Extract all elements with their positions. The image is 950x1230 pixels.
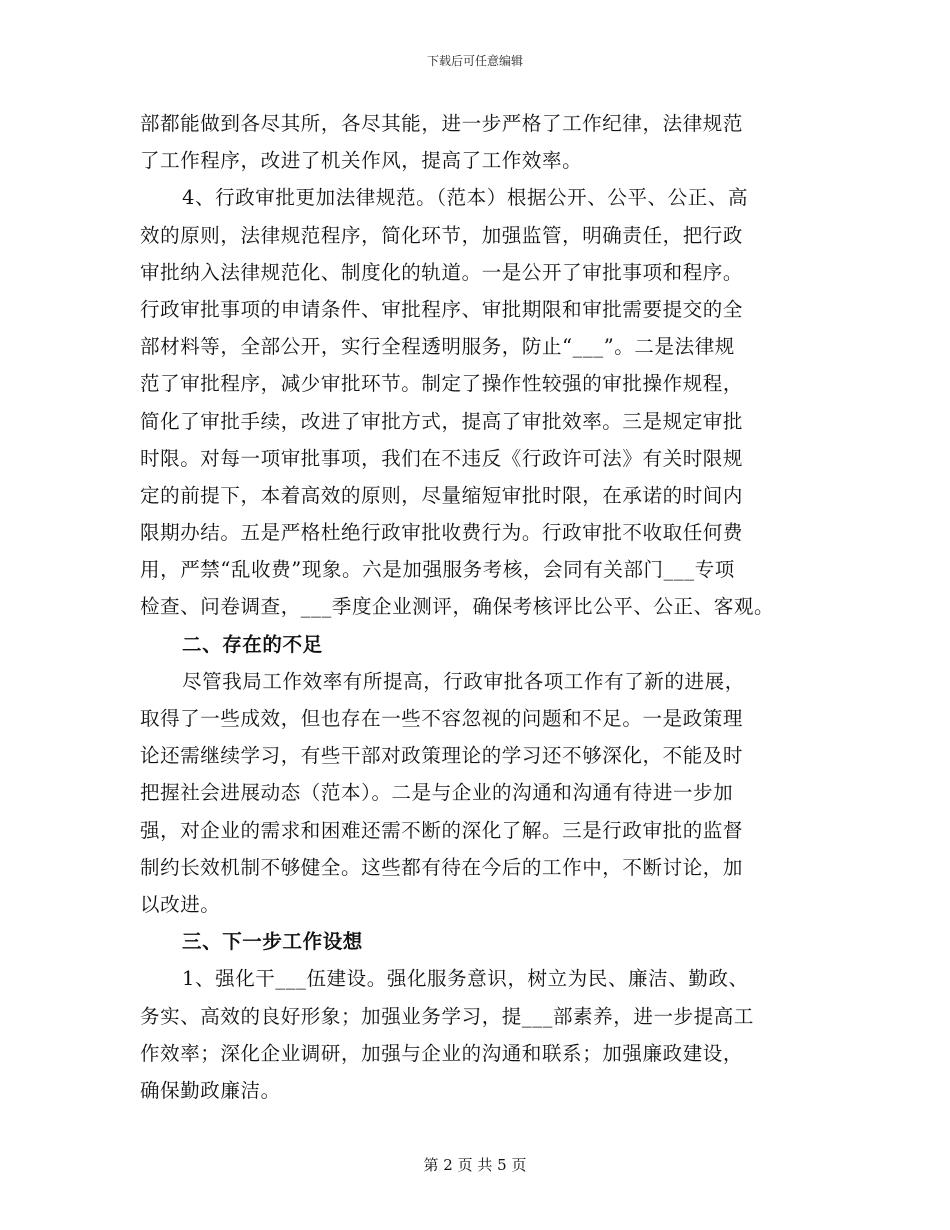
- text-line: 以改进。: [140, 892, 221, 916]
- paragraph-start-line: 4、行政审批更加法律规范。（范本）根据公开、公平、公正、高: [182, 186, 749, 210]
- text-line: 作效率；深化企业调研，加强与企业的沟通和联系；加强廉政建设，: [140, 1041, 744, 1065]
- text-line: 检查、问卷调查，___季度企业测评，确保考核评比公平、公正、客观。: [140, 595, 775, 619]
- text-line: 审批纳入法律规范化、制度化的轨道。一是公开了审批事项和程序。: [140, 260, 744, 284]
- text-line: 时限。对每一项审批事项，我们在不违反《行政许可法》有关时限规: [140, 446, 744, 470]
- text-line: 确保勤政廉洁。: [140, 1078, 281, 1102]
- text-line: 限期办结。五是严格杜绝行政审批收费行为。行政审批不收取任何费: [140, 521, 744, 545]
- section-heading-shortcomings: 二、存在的不足: [182, 632, 323, 656]
- text-line: 定的前提下，本着高效的原则，尽量缩短审批时限，在承诺的时间内: [140, 483, 744, 507]
- paragraph-start-line: 1、强化干___伍建设。强化服务意识，树立为民、廉洁、勤政、: [182, 967, 749, 991]
- text-line: 论还需继续学习，有些干部对政策理论的学习还不够深化，不能及时: [140, 744, 744, 768]
- text-line: 用，严禁“乱收费”现象。六是加强服务考核，会同有关部门___专项: [140, 558, 735, 582]
- text-line: 强，对企业的需求和困难还需不断的深化了解。三是行政审批的监督: [140, 818, 744, 842]
- text-line: 简化了审批手续，改进了审批方式，提高了审批效率。三是规定审批: [140, 409, 744, 433]
- text-line: 效的原则，法律规范程序，简化环节，加强监管，明确责任，把行政: [140, 223, 744, 247]
- document-body: [140, 105, 810, 1109]
- text-line: 把握社会进展动态（范本）。二是与企业的沟通和沟通有待进一步加: [140, 781, 734, 805]
- page-number-footer: 第 2 页 共 5 页: [423, 1156, 527, 1174]
- text-line: 取得了一些成效，但也存在一些不容忽视的问题和不足。一是政策理: [140, 707, 744, 730]
- text-line: 行政审批事项的申请条件、审批程序、审批期限和审批需要提交的全: [140, 297, 744, 321]
- text-line: 范了审批程序，减少审批环节。制定了操作性较强的审批操作规程，: [140, 372, 744, 396]
- text-line: 部都能做到各尽其所，各尽其能，进一步严格了工作纪律，法律规范: [140, 112, 744, 135]
- text-line: 部材料等，全部公开，实行全程透明服务，防止“___”。二是法律规: [140, 335, 735, 359]
- text-line: 务实、高效的良好形象；加强业务学习，提___部素养，进一步提高工: [140, 1004, 754, 1028]
- text-line: 制约长效机制不够健全。这些都有待在今后的工作中，不断讨论，加: [140, 855, 744, 879]
- text-line: 了工作程序，改进了机关作风，提高了工作效率。: [140, 149, 583, 173]
- running-header: 下载后可任意编辑: [426, 54, 523, 68]
- paragraph-start-line: 尽管我局工作效率有所提高，行政审批各项工作有了新的进展，: [182, 669, 745, 693]
- section-heading-next-steps: 三、下一步工作设想: [182, 930, 363, 954]
